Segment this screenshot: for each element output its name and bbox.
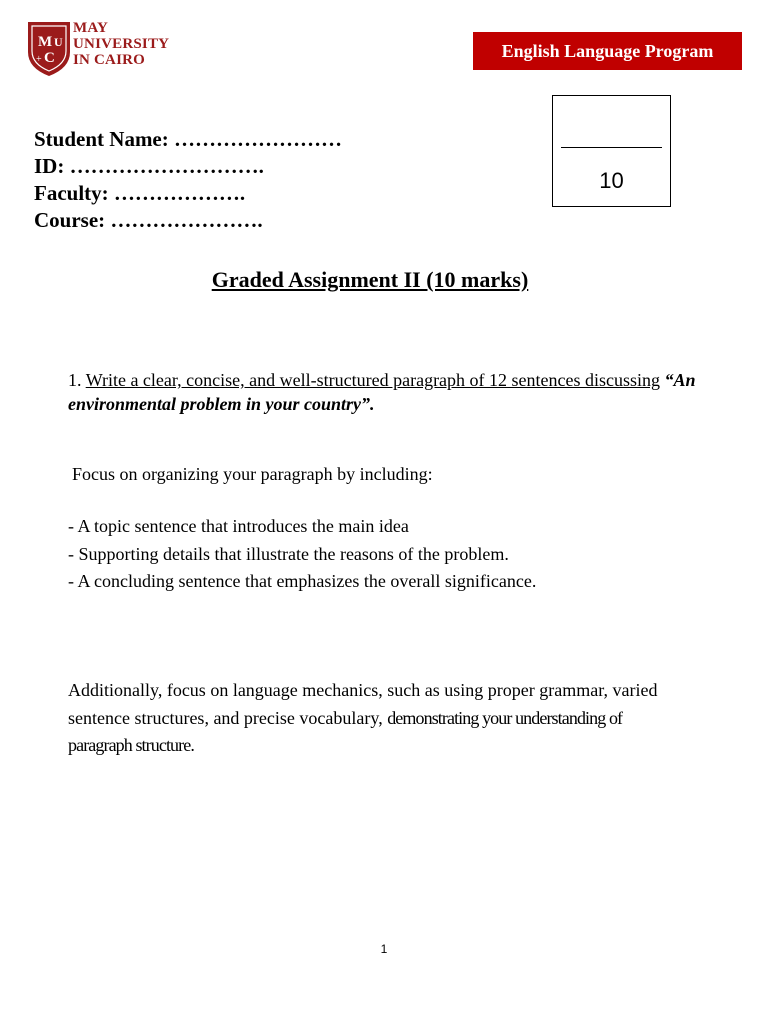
question-number: 1.: [68, 370, 86, 390]
svg-text:M: M: [38, 34, 53, 50]
additional-instructions: [68, 677, 688, 760]
svg-text:+: +: [36, 54, 42, 65]
logo-line: MAY: [73, 20, 109, 36]
requirements-list: [68, 513, 536, 596]
question-topic: “An environmental problem in your country”.: [68, 370, 696, 414]
list-item: - A topic sentence that introduces the main idea: [68, 516, 409, 536]
faculty-field: Faculty: ……………….: [34, 181, 246, 205]
question-1: [68, 368, 708, 416]
question-instruction: Write a clear, concise, and well-structured paragraph of 12 sentences discussing: [85, 370, 661, 390]
page-number: 1: [380, 942, 388, 956]
student-name-field: Student Name: ……………………: [34, 127, 342, 151]
additional-text-condensed: demonstrating your understanding of paragraph structure.: [68, 707, 623, 755]
score-box: [552, 95, 671, 207]
assignment-title: Graded Assignment II (10 marks): [211, 267, 529, 292]
score-total: 10: [599, 168, 624, 193]
logo-line: UNIVERSITY: [73, 36, 170, 52]
student-info: [34, 126, 342, 234]
logo-wordmark: [73, 20, 169, 68]
shield-icon: [24, 18, 74, 78]
student-id-field: ID: ……………………….: [34, 154, 264, 178]
svg-text:C: C: [44, 50, 55, 66]
program-badge: English Language Program: [473, 32, 742, 70]
score-blank-line: [561, 147, 662, 148]
focus-intro: Focus on organizing your paragraph by including:: [72, 464, 433, 484]
additional-text: Additionally, focus on language mechanics, such as using proper grammar, varied sentence structures, and precise vocabulary,: [68, 680, 658, 728]
list-item: - A concluding sentence that emphasizes the overall significance.: [68, 571, 537, 591]
logo-line: IN CAIRO: [73, 52, 146, 68]
course-field: Course: ………………….: [34, 208, 263, 232]
list-item: - Supporting details that illustrate the reasons of the problem.: [68, 543, 509, 564]
svg-text:U: U: [54, 35, 63, 49]
